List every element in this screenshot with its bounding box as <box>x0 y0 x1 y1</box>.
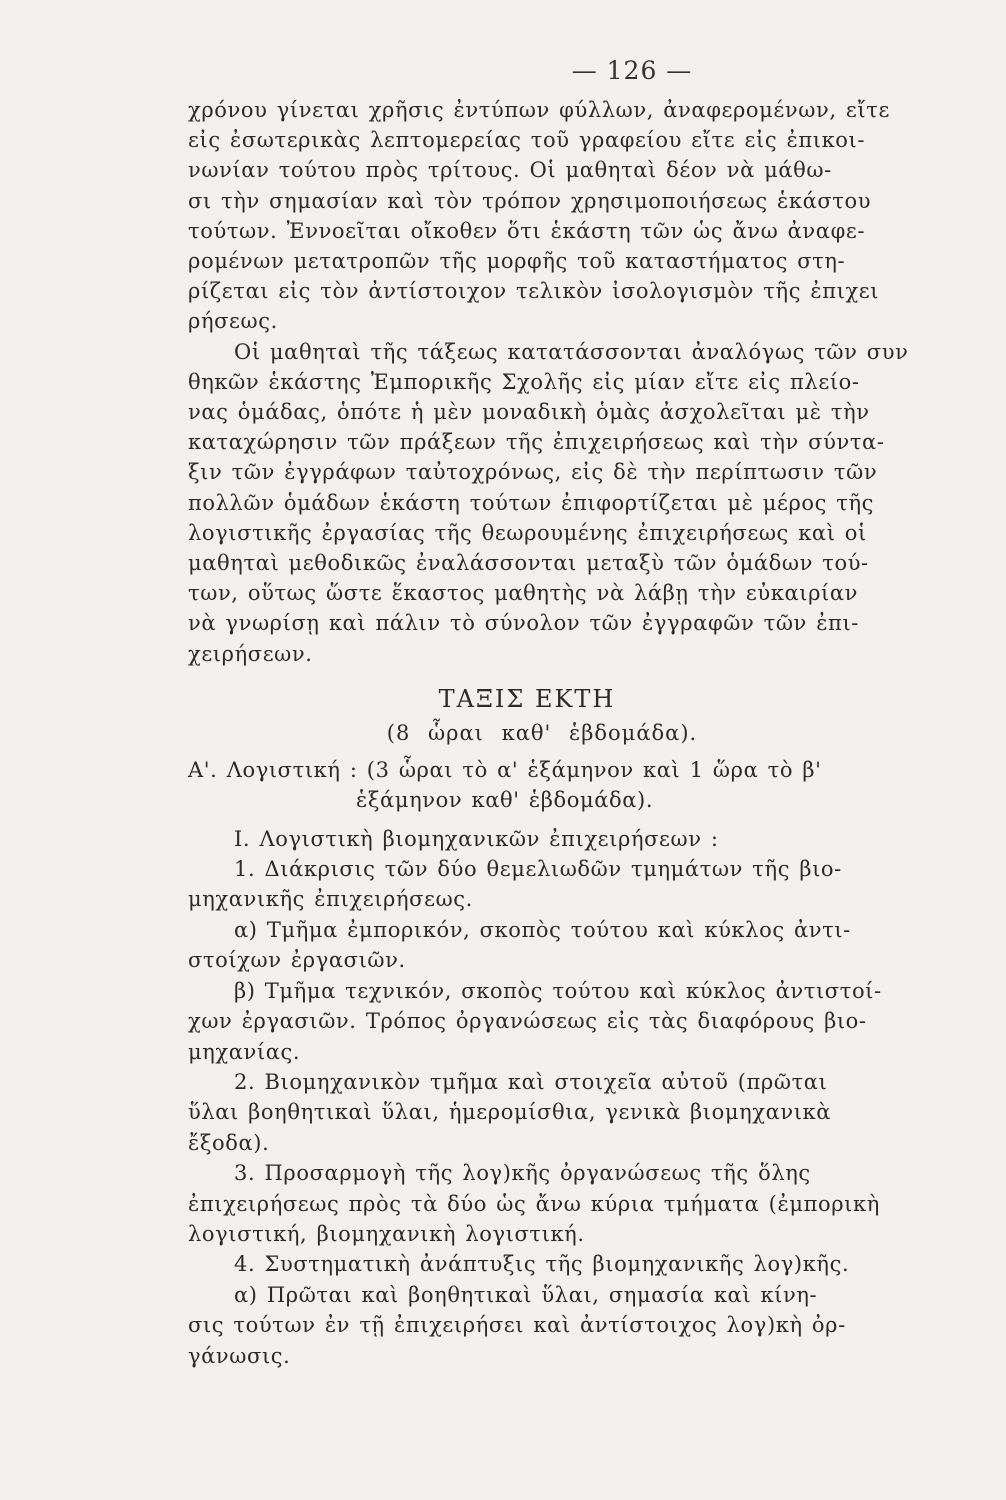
text-line: ρήσεως. <box>188 309 278 334</box>
text-line: μαθηταὶ μεθοδικῶς ἐναλάσσονται μεταξὺ τῶν ὁμάδων τού- <box>188 551 869 576</box>
subject-a-line-2: ἑξάμηνον καθ' ἑβδομάδα). <box>356 788 654 813</box>
outline-line: γάνωσις. <box>188 1343 291 1368</box>
outline-line: μηχανικῆς ἐπιχειρήσεως. <box>188 887 473 912</box>
outline-line: α) Τμῆμα ἐμπορικόν, σκοπὸς τούτου καὶ κύκλος ἀντι- <box>234 917 851 942</box>
text-line: των, οὕτως ὥστε ἕκαστος μαθητὴς νὰ λάβῃ τὴν εὐκαιρίαν <box>188 581 859 606</box>
paragraph-1 <box>188 95 906 337</box>
outline-line: 4. Συστηματικὴ ἀνάπτυξις τῆς βιομηχανικῆς λογ)κῆς. <box>234 1252 850 1277</box>
text-line: θηκῶν ἑκάστης Ἐμπορικῆς Σχολῆς εἰς μίαν εἴτε εἰς πλείο- <box>188 369 860 394</box>
outline-line: μηχανίας. <box>188 1039 301 1064</box>
outline-line: στοίχων ἐργασιῶν. <box>188 948 406 973</box>
text-line: σι τὴν σημασίαν καὶ τὸν τρόπον χρησιμοποιήσεως ἑκάστου <box>188 188 872 213</box>
outline-line: 3. Προσαρμογὴ τῆς λογ)κῆς ὀργανώσεως τῆς ὅλης <box>234 1161 811 1186</box>
outline-line: ἔξοδα). <box>188 1130 270 1155</box>
text-line: καταχώρησιν τῶν πράξεων τῆς ἐπιχειρήσεως καὶ τὴν σύντα- <box>188 430 885 455</box>
paragraph-2 <box>188 337 909 669</box>
text-line: πολλῶν ὁμάδων ἑκάστη τούτων ἐπιφορτίζεται μὲ μέρος τῆς <box>188 490 875 515</box>
section-subheading: (8 ὧραι καθ' ἑβδομάδα). <box>386 720 698 745</box>
text-line: ξιν τῶν ἐγγράφων ταὐτοχρόνως, εἰς δὲ τὴν περίπτωσιν τῶν <box>188 460 878 485</box>
outline-line: ἐπιχειρήσεως πρὸς τὰ δύο ὡς ἄνω κύρια τμήματα (ἐμπορικὴ <box>188 1191 880 1216</box>
outline-line: Ι. Λογιστικὴ βιομηχανικῶν ἐπιχειρήσεων : <box>234 826 719 851</box>
text-line: νας ὁμάδας, ὁπότε ἡ μὲν μοναδικὴ ὁμὰς ἀσχολεῖται μὲ τὴν <box>188 400 870 425</box>
outline-line: σις τούτων ἐν τῇ ἐπιχειρήσει καὶ ἀντίστοιχος λογ)κὴ ὀρ- <box>188 1313 846 1338</box>
section-heading: ΤΑΞΙΣ ΕΚΤΗ <box>438 684 616 713</box>
outline-line: β) Τμῆμα τεχνικόν, σκοπὸς τούτου καὶ κύκλος ἀντιστοί- <box>234 978 882 1003</box>
outline-line: 2. Βιομηχανικὸν τμῆμα καὶ στοιχεῖα αὐτοῦ (πρῶται <box>234 1069 828 1094</box>
spacer <box>188 816 906 824</box>
outline-line: 1. Διάκρισις τῶν δύο θεμελιωδῶν τμημάτων τῆς βιο- <box>234 857 842 882</box>
outline-line: χων ἐργασιῶν. Τρόπος ὀργανώσεως εἰς τὰς διαφόρους βιο- <box>188 1009 867 1034</box>
outline-line: ὕλαι βοηθητικαὶ ὕλαι, ἡμερομίσθια, γενικὰ βιομηχανικὰ <box>188 1100 832 1125</box>
outline-line: α) Πρῶται καὶ βοηθητικαὶ ὕλαι, σημασία καὶ κίνη- <box>234 1282 818 1307</box>
page-number: — 126 — <box>571 56 693 85</box>
text-line: λογιστικῆς ἐργασίας τῆς θεωρουμένης ἐπιχειρήσεως καὶ οἱ <box>188 520 867 545</box>
text-line: νωνίαν τούτου πρὸς τρίτους. Οἱ μαθηταὶ δέον νὰ μάθω- <box>188 158 832 183</box>
text-line: χρόνου γίνεται χρῆσις ἐντύπων φύλλων, ἀναφερομένων, εἴτε <box>188 98 890 122</box>
text-line: νὰ γνωρίσῃ καὶ πάλιν τὸ σύνολον τῶν ἐγγραφῶν τῶν ἐπι- <box>188 611 859 636</box>
outline-list <box>188 824 906 1371</box>
subject-a-line-1: Α'. Λογιστική : (3 ὧραι τὸ α' ἑξάμηνον καὶ 1 ὥρα τὸ β' <box>188 757 822 782</box>
text-line: ρίζεται εἰς τὸν ἀντίστοιχον τελικὸν ἰσολογισμὸν τῆς ἐπιχει <box>188 279 880 304</box>
subject-a <box>188 755 906 816</box>
outline-line: λογιστική, βιομηχανικὴ λογιστική. <box>188 1221 585 1246</box>
text-line: εἰς ἐσωτερικὰς λεπτομερείας τοῦ γραφείου εἴτε εἰς ἐπικοι- <box>188 128 866 153</box>
text-line: ρομένων μετατροπῶν τῆς μορφῆς τοῦ καταστήματος στη- <box>188 249 846 274</box>
text-line: τούτων. Ἐννοεῖται οἴκοθεν ὅτι ἑκάστη τῶν ὡς ἄνω ἀναφε- <box>188 218 866 243</box>
text-line: χειρήσεων. <box>188 641 313 666</box>
text-line: Οἱ μαθηταὶ τῆς τάξεως κατατάσσονται ἀναλόγως τῶν συν <box>234 339 909 364</box>
